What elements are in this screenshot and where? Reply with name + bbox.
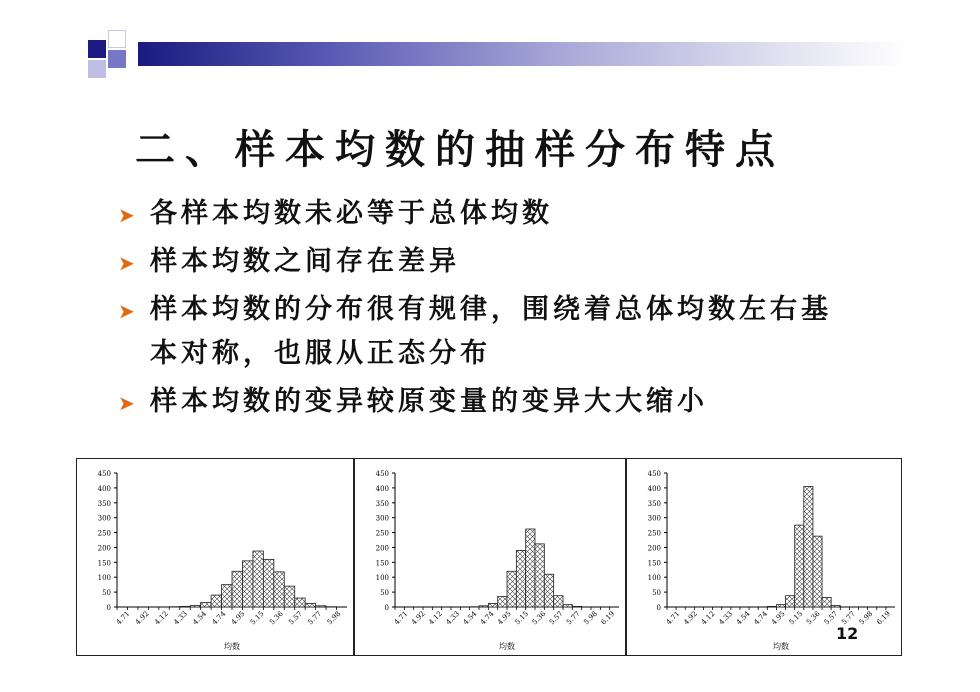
y-tick-label: 150 xyxy=(647,559,661,568)
x-tick-label: 5.98 xyxy=(857,609,875,627)
bullet-text: 各样本均数未必等于总体均数 xyxy=(150,198,553,229)
histogram-bar xyxy=(813,536,822,607)
histogram-bar xyxy=(786,596,795,607)
histogram-bar xyxy=(180,606,190,607)
x-tick-label: 4.33 xyxy=(444,609,462,627)
x-axis-title: 均数 xyxy=(224,642,240,651)
y-tick-label: 150 xyxy=(375,559,389,568)
histogram-bar xyxy=(211,595,221,607)
y-tick-label: 0 xyxy=(106,604,111,612)
x-tick-label: 4.92 xyxy=(409,609,427,627)
y-tick-label: 50 xyxy=(380,589,389,598)
y-tick-label: 50 xyxy=(652,589,661,598)
histogram-bar xyxy=(316,606,326,607)
x-tick-label: 4.71 xyxy=(664,609,682,627)
y-tick-label: 200 xyxy=(97,544,111,553)
bullet-text: 样本均数的分布很有规律，围绕着总体均数左右基本对称，也服从正态分布 xyxy=(150,294,832,369)
x-tick-label: 4.12 xyxy=(427,609,444,627)
y-tick-label: 400 xyxy=(97,484,111,493)
y-tick-label: 200 xyxy=(375,544,389,553)
x-tick-label: 4.71 xyxy=(392,609,410,627)
bullet-text: 样本均数的变异较原变量的变异大大缩小 xyxy=(150,386,708,417)
histogram-bar xyxy=(263,559,273,607)
bullet-list xyxy=(118,192,858,428)
y-tick-label: 400 xyxy=(375,484,389,493)
x-tick-label: 4.54 xyxy=(191,609,209,627)
bullet-item xyxy=(118,288,858,376)
x-tick-label: 4.92 xyxy=(133,609,151,627)
x-tick-label: 4.33 xyxy=(172,609,189,627)
histogram-panel-2 xyxy=(354,458,626,656)
x-tick-label: 5.98 xyxy=(582,609,599,627)
x-tick-label: 4.95 xyxy=(769,609,787,627)
x-tick-label: 5.77 xyxy=(565,609,582,627)
x-tick-label: 4.74 xyxy=(478,609,496,627)
arrowhead-icon: ➤ xyxy=(118,203,139,227)
histogram-bar xyxy=(516,550,525,607)
histogram-bar xyxy=(190,606,200,607)
x-tick-label: 5.57 xyxy=(287,609,304,627)
x-tick-label: 5.57 xyxy=(822,609,840,627)
x-tick-label: 4.12 xyxy=(699,609,717,627)
y-tick-label: 250 xyxy=(647,529,661,538)
y-tick-label: 350 xyxy=(647,499,661,508)
histogram-chart-3 xyxy=(627,459,903,657)
y-tick-label: 450 xyxy=(375,470,389,478)
x-tick-label: 4.95 xyxy=(496,609,513,627)
x-tick-label: 5.57 xyxy=(547,609,565,627)
histogram-bar xyxy=(804,486,813,607)
y-tick-label: 100 xyxy=(375,574,389,583)
logo-square-light xyxy=(88,60,106,78)
y-tick-label: 450 xyxy=(97,470,111,478)
histogram-bar xyxy=(479,606,488,607)
y-tick-label: 300 xyxy=(375,514,389,523)
y-tick-label: 450 xyxy=(647,470,661,478)
x-axis-title: 均数 xyxy=(773,642,789,651)
histogram-bar xyxy=(535,544,544,607)
x-tick-label: 4.54 xyxy=(461,609,479,627)
header-gradient-bar xyxy=(138,42,908,66)
x-axis-title: 均数 xyxy=(499,642,515,651)
histogram-panel-3 xyxy=(626,458,902,656)
arrowhead-icon: ➤ xyxy=(118,391,139,415)
histogram-bar xyxy=(253,551,263,607)
x-tick-label: 5.36 xyxy=(805,609,822,627)
x-tick-label: 5.36 xyxy=(530,609,548,627)
histogram-bar xyxy=(795,525,804,607)
x-tick-label: 4.95 xyxy=(229,609,247,627)
histogram-bar xyxy=(201,603,211,607)
x-tick-label: 6.19 xyxy=(875,609,892,627)
x-tick-label: 5.77 xyxy=(840,609,857,627)
histogram-bar xyxy=(767,606,776,607)
histogram-bar xyxy=(831,606,840,607)
histogram-bar xyxy=(544,574,553,607)
histogram-bar xyxy=(776,605,785,607)
x-tick-label: 5.15 xyxy=(248,609,266,627)
x-tick-label: 4.33 xyxy=(717,609,735,627)
arrowhead-icon: ➤ xyxy=(118,251,139,275)
y-tick-label: 100 xyxy=(97,574,111,583)
histogram-bar xyxy=(295,598,305,607)
y-tick-label: 0 xyxy=(656,604,661,612)
y-tick-label: 350 xyxy=(375,499,389,508)
slide-title: 二、样本均数的抽样分布特点 xyxy=(135,126,785,173)
x-tick-label: 4.71 xyxy=(114,609,132,627)
histogram-chart-2 xyxy=(355,459,627,657)
arrowhead-icon: ➤ xyxy=(118,299,139,323)
bullet-item xyxy=(118,240,858,284)
histogram-bar xyxy=(284,586,294,607)
histogram-bar xyxy=(488,603,497,607)
bullet-item xyxy=(118,192,858,236)
x-tick-label: 5.36 xyxy=(268,609,285,627)
x-tick-label: 5.15 xyxy=(513,609,531,627)
y-tick-label: 300 xyxy=(647,514,661,523)
y-tick-label: 150 xyxy=(97,559,111,568)
histogram-bar xyxy=(507,571,516,607)
logo-square-white xyxy=(108,30,126,48)
page-number: 12 xyxy=(836,624,859,643)
logo-square-mid xyxy=(108,50,126,68)
histogram-panel-1 xyxy=(76,458,354,656)
logo-square-dark xyxy=(88,40,106,58)
y-tick-label: 250 xyxy=(375,529,389,538)
histogram-bar xyxy=(822,597,831,607)
y-tick-label: 100 xyxy=(647,574,661,583)
x-tick-label: 4.74 xyxy=(210,609,228,627)
histogram-bar xyxy=(498,597,507,607)
x-tick-label: 4.92 xyxy=(682,609,699,627)
bullet-item xyxy=(118,380,858,424)
y-tick-label: 50 xyxy=(102,589,111,598)
y-tick-label: 0 xyxy=(384,604,389,612)
x-tick-label: 5.77 xyxy=(306,609,324,627)
histogram-bar xyxy=(526,529,535,607)
y-tick-label: 300 xyxy=(97,514,111,523)
y-tick-label: 200 xyxy=(647,544,661,553)
histogram-bar xyxy=(242,561,252,607)
histogram-bar xyxy=(554,596,563,607)
histogram-row xyxy=(76,458,902,658)
histogram-chart-1 xyxy=(77,459,355,657)
x-tick-label: 6.19 xyxy=(599,609,617,627)
x-tick-label: 5.15 xyxy=(787,609,805,627)
histogram-bar xyxy=(232,571,242,607)
histogram-bar xyxy=(305,603,315,607)
y-tick-label: 250 xyxy=(97,529,111,538)
histogram-bar xyxy=(572,606,581,607)
histogram-bar xyxy=(274,572,284,607)
bullet-text: 样本均数之间存在差异 xyxy=(150,246,460,277)
x-tick-label: 5.98 xyxy=(325,609,343,627)
x-tick-label: 4.12 xyxy=(153,609,170,627)
histogram-bar xyxy=(563,605,572,607)
x-tick-label: 4.74 xyxy=(752,609,770,627)
x-tick-label: 4.54 xyxy=(734,609,752,627)
y-tick-label: 400 xyxy=(647,484,661,493)
y-tick-label: 350 xyxy=(97,499,111,508)
histogram-bar xyxy=(222,585,232,607)
